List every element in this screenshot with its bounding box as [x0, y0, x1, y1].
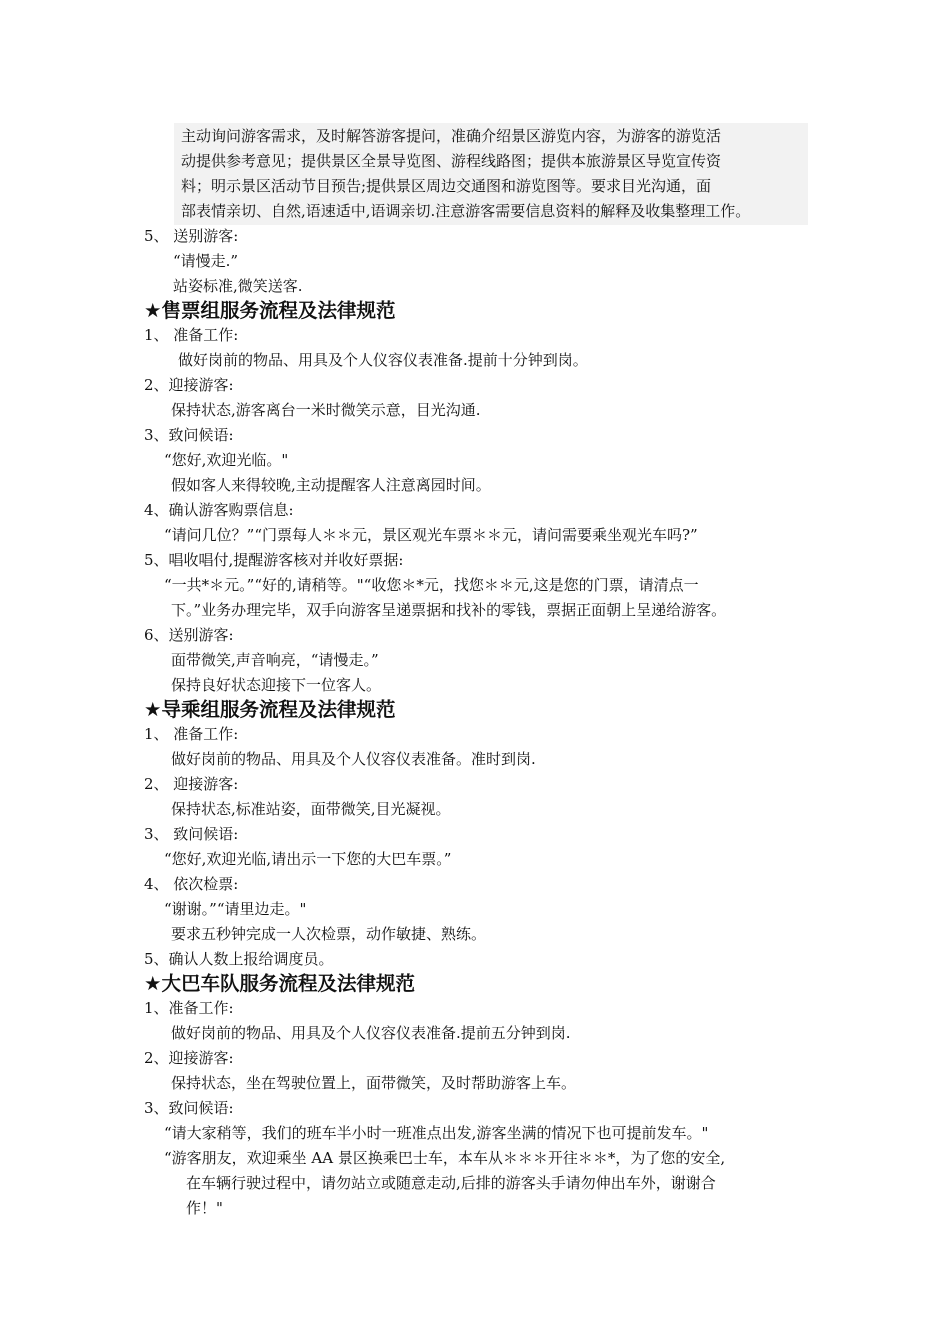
step-title: 2、 迎接游客:	[144, 775, 239, 793]
step-text: “一共*＊元。”“好的,请稍等。"“收您＊*元，找您＊＊元,这是您的门票，请清点一	[164, 576, 699, 594]
step-text: “您好,欢迎光临。"	[164, 451, 289, 469]
step-text: “谢谢。”“请里边走。"	[164, 900, 307, 918]
intro-line: 部表情亲切、自然,语速适中,语调亲切.注意游客需要信息资料的解释及收集整理工作。	[181, 202, 751, 220]
step-text: 作！"	[186, 1199, 223, 1217]
step-title: 5、 送别游客:	[144, 227, 239, 245]
step-title: 1、准备工作:	[144, 999, 234, 1017]
step-title: 3、致问候语:	[144, 1099, 234, 1117]
step-text: 站姿标准,微笑送客.	[173, 277, 303, 295]
step-text: 保持状态,标准站姿，面带微笑,目光凝视。	[171, 800, 451, 818]
step-title: 1、 准备工作:	[144, 725, 239, 743]
step-text: 面带微笑,声音响亮，“请慢走。”	[171, 651, 379, 669]
step-title: 2、迎接游客:	[144, 376, 234, 394]
section-heading-ticket: ★售票组服务流程及法律规范	[144, 299, 396, 322]
step-text: 做好岗前的物品、用具及个人仪容仪表准备。准时到岗.	[171, 750, 536, 768]
step-title: 6、送别游客:	[144, 626, 234, 644]
step-text: “请大家稍等，我们的班车半小时一班准点出发,游客坐满的情况下也可提前发车。"	[164, 1124, 709, 1142]
step-text: 做好岗前的物品、用具及个人仪容仪表准备.提前十分钟到岗。	[178, 351, 588, 369]
section-heading-bus: ★大巴车队服务流程及法律规范	[144, 972, 415, 995]
step-text: 在车辆行驶过程中，请勿站立或随意走动,后排的游客头手请勿伸出车外，谢谢合	[186, 1174, 716, 1192]
section-heading-guide: ★导乘组服务流程及法律规范	[144, 698, 396, 721]
step-title: 4、确认游客购票信息:	[144, 501, 294, 519]
step-text: 做好岗前的物品、用具及个人仪容仪表准备.提前五分钟到岗.	[171, 1024, 571, 1042]
intro-line: 动提供参考意见；提供景区全景导览图、游程线路图；提供本旅游景区导览宣传资	[181, 152, 722, 170]
intro-line: 料；明示景区活动节目预告;提供景区周边交通图和游览图等。要求目光沟通，面	[181, 177, 712, 195]
step-title: 1、 准备工作:	[144, 326, 239, 344]
step-text: 下。”业务办理完毕，双手向游客呈递票据和找补的零钱，票据正面朝上呈递给游客。	[171, 601, 727, 619]
step-title: 5、确认人数上报给调度员。	[144, 950, 334, 968]
step-text: “请问几位？”“门票每人＊＊元，景区观光车票＊＊元，请问需要乘坐观光车吗?”	[164, 526, 698, 544]
step-text: “您好,欢迎光临,请出示一下您的大巴车票。”	[164, 850, 452, 868]
step-title: 3、 致问候语:	[144, 825, 239, 843]
step-title: 4、 依次检票:	[144, 875, 239, 893]
step-text: “请慢走.”	[173, 252, 239, 270]
step-title: 5、唱收唱付,提醒游客核对并收好票据:	[144, 551, 404, 569]
step-text: 假如客人来得较晚,主动提醒客人注意离园时间。	[171, 476, 491, 494]
step-title: 3、致问候语:	[144, 426, 234, 444]
step-title: 2、迎接游客:	[144, 1049, 234, 1067]
step-text: 要求五秒钟完成一人次检票，动作敏捷、熟练。	[171, 925, 487, 943]
intro-line: 主动询问游客需求，及时解答游客提问，准确介绍景区游览内容，为游客的游览活	[181, 127, 722, 145]
step-text: 保持状态,游客离台一米时微笑示意，目光沟通.	[171, 401, 481, 419]
step-text: “游客朋友，欢迎乘坐 AA 景区换乘巴士车，本车从＊＊＊开往＊＊*，为了您的安全,	[164, 1149, 726, 1167]
step-text: 保持良好状态迎接下一位客人。	[171, 676, 382, 694]
step-text: 保持状态，坐在驾驶位置上，面带微笑，及时帮助游客上车。	[171, 1074, 577, 1092]
